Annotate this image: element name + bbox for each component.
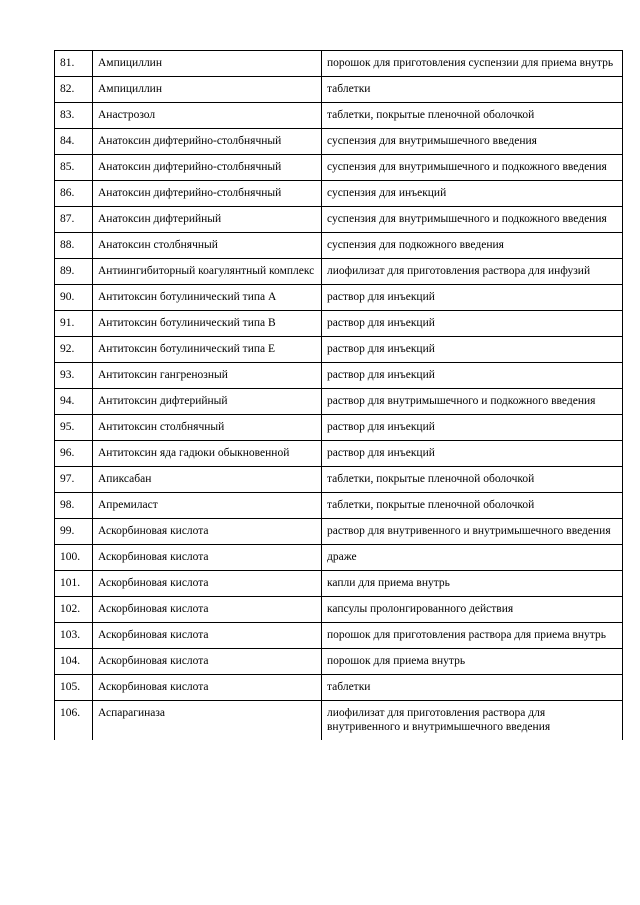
row-number-cell: 86.: [55, 181, 93, 207]
dosage-form-cell: драже: [322, 545, 623, 571]
drug-name-cell: Анатоксин дифтерийно-столбнячный: [93, 129, 322, 155]
table-row: [55, 597, 623, 623]
drug-name-cell: Анатоксин дифтерийный: [93, 207, 322, 233]
table-row: [55, 311, 623, 337]
table-row: [55, 493, 623, 519]
drug-name-cell: Антиингибиторный коагулянтный комплекс: [93, 259, 322, 285]
dosage-form-cell: раствор для внутривенного и внутримышечного введения: [322, 519, 623, 545]
row-number-cell: 90.: [55, 285, 93, 311]
table-row: [55, 51, 623, 77]
dosage-form-cell: капсулы пролонгированного действия: [322, 597, 623, 623]
table-row: [55, 207, 623, 233]
row-number-cell: 105.: [55, 675, 93, 701]
table-row: [55, 415, 623, 441]
row-number-cell: 84.: [55, 129, 93, 155]
row-number-cell: 96.: [55, 441, 93, 467]
drug-name-cell: Ампициллин: [93, 51, 322, 77]
drug-name-cell: Аскорбиновая кислота: [93, 545, 322, 571]
dosage-form-cell: таблетки: [322, 77, 623, 103]
table-row: [55, 675, 623, 701]
drug-name-cell: Аскорбиновая кислота: [93, 597, 322, 623]
drug-name-cell: Апиксабан: [93, 467, 322, 493]
drug-name-cell: Ампициллин: [93, 77, 322, 103]
table-row: [55, 441, 623, 467]
drug-name-cell: Антитоксин гангренозный: [93, 363, 322, 389]
dosage-form-cell: раствор для инъекций: [322, 285, 623, 311]
table-row: [55, 233, 623, 259]
dosage-form-cell: раствор для инъекций: [322, 311, 623, 337]
table-row: [55, 337, 623, 363]
drug-name-cell: Антитоксин ботулинический типа В: [93, 311, 322, 337]
table-row: [55, 259, 623, 285]
drug-name-cell: Анатоксин дифтерийно-столбнячный: [93, 181, 322, 207]
drug-list-body: [55, 51, 623, 741]
row-number-cell: 106.: [55, 701, 93, 741]
drug-name-cell: Аскорбиновая кислота: [93, 649, 322, 675]
drug-name-cell: Антитоксин ботулинический типа А: [93, 285, 322, 311]
dosage-form-cell: таблетки, покрытые пленочной оболочкой: [322, 103, 623, 129]
row-number-cell: 98.: [55, 493, 93, 519]
drug-name-cell: Апремиласт: [93, 493, 322, 519]
dosage-form-cell: суспензия для инъекций: [322, 181, 623, 207]
table-row: [55, 519, 623, 545]
table-row: [55, 285, 623, 311]
row-number-cell: 83.: [55, 103, 93, 129]
drug-name-cell: Антитоксин дифтерийный: [93, 389, 322, 415]
table-row: [55, 77, 623, 103]
table-row: [55, 155, 623, 181]
table-row: [55, 545, 623, 571]
dosage-form-cell: раствор для инъекций: [322, 363, 623, 389]
dosage-form-cell: раствор для инъекций: [322, 415, 623, 441]
row-number-cell: 82.: [55, 77, 93, 103]
dosage-form-cell: таблетки, покрытые пленочной оболочкой: [322, 493, 623, 519]
dosage-form-cell: порошок для приготовления суспензии для приема внутрь: [322, 51, 623, 77]
row-number-cell: 95.: [55, 415, 93, 441]
row-number-cell: 85.: [55, 155, 93, 181]
drug-name-cell: Антитоксин яда гадюки обыкновенной: [93, 441, 322, 467]
drug-name-cell: Аскорбиновая кислота: [93, 571, 322, 597]
table-row: [55, 623, 623, 649]
table-row: [55, 181, 623, 207]
table-row: [55, 701, 623, 741]
dosage-form-cell: суспензия для внутримышечного и подкожного введения: [322, 207, 623, 233]
dosage-form-cell: порошок для приготовления раствора для приема внутрь: [322, 623, 623, 649]
drug-list-table: [54, 50, 623, 740]
row-number-cell: 99.: [55, 519, 93, 545]
dosage-form-cell: лиофилизат для приготовления раствора для внутривенного и внутримышечного введения: [322, 701, 623, 741]
dosage-form-cell: таблетки: [322, 675, 623, 701]
dosage-form-cell: таблетки, покрытые пленочной оболочкой: [322, 467, 623, 493]
row-number-cell: 93.: [55, 363, 93, 389]
table-row: [55, 389, 623, 415]
dosage-form-cell: раствор для инъекций: [322, 441, 623, 467]
row-number-cell: 94.: [55, 389, 93, 415]
row-number-cell: 103.: [55, 623, 93, 649]
drug-name-cell: Анастрозол: [93, 103, 322, 129]
drug-name-cell: Анатоксин дифтерийно-столбнячный: [93, 155, 322, 181]
row-number-cell: 102.: [55, 597, 93, 623]
table-row: [55, 363, 623, 389]
dosage-form-cell: порошок для приема внутрь: [322, 649, 623, 675]
dosage-form-cell: раствор для инъекций: [322, 337, 623, 363]
dosage-form-cell: суспензия для внутримышечного введения: [322, 129, 623, 155]
drug-name-cell: Анатоксин столбнячный: [93, 233, 322, 259]
row-number-cell: 91.: [55, 311, 93, 337]
dosage-form-cell: суспензия для внутримышечного и подкожного введения: [322, 155, 623, 181]
dosage-form-cell: раствор для внутримышечного и подкожного введения: [322, 389, 623, 415]
drug-name-cell: Аскорбиновая кислота: [93, 675, 322, 701]
row-number-cell: 88.: [55, 233, 93, 259]
row-number-cell: 101.: [55, 571, 93, 597]
table-row: [55, 467, 623, 493]
row-number-cell: 89.: [55, 259, 93, 285]
row-number-cell: 104.: [55, 649, 93, 675]
drug-name-cell: Аскорбиновая кислота: [93, 623, 322, 649]
drug-name-cell: Антитоксин ботулинический типа Е: [93, 337, 322, 363]
table-row: [55, 649, 623, 675]
row-number-cell: 97.: [55, 467, 93, 493]
dosage-form-cell: капли для приема внутрь: [322, 571, 623, 597]
drug-name-cell: Антитоксин столбнячный: [93, 415, 322, 441]
table-row: [55, 571, 623, 597]
table-row: [55, 129, 623, 155]
row-number-cell: 92.: [55, 337, 93, 363]
row-number-cell: 100.: [55, 545, 93, 571]
row-number-cell: 87.: [55, 207, 93, 233]
drug-name-cell: Аскорбиновая кислота: [93, 519, 322, 545]
table-row: [55, 103, 623, 129]
dosage-form-cell: лиофилизат для приготовления раствора для инфузий: [322, 259, 623, 285]
dosage-form-cell: суспензия для подкожного введения: [322, 233, 623, 259]
row-number-cell: 81.: [55, 51, 93, 77]
drug-name-cell: Аспарагиназа: [93, 701, 322, 741]
